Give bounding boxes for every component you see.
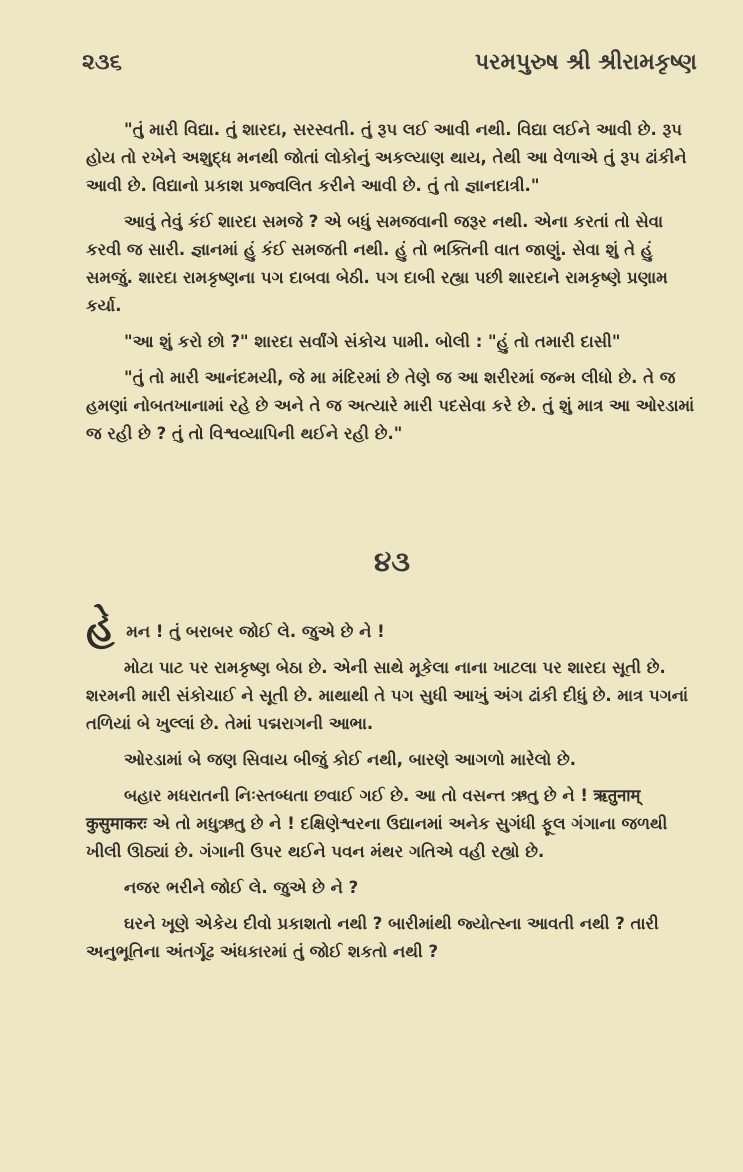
page-number: ૨૩૬ <box>82 50 122 75</box>
drop-cap: હે <box>86 605 115 651</box>
paragraph: બહાર મધરાતની નિઃસ્તબ્ધતા છવાઈ ગઈ છે. આ તો વસન્ત ઋતુ છે ને ! ऋतुनाम् कुसुमाकरः એ તો મધુઋતુ છે ને ! દક્ષિણેશ્વરના ઉદ્યાનમાં અનેક સુગંધી ફૂલ ગંગાના જળથી ખીલી ઊઠ્યાં છે. ગંગાની ઉપર થઈને પવન મંથર ગતિએ વહી રહ્યો છે. <box>86 786 668 861</box>
paragraph: ઘરને ખૂણે એકેય દીવો પ્રકાશતો નથી ? બારીમાંથી જ્યોત્સ્ના આવતી નથી ? તારી અનુભૂતિના અંતર્ગૂઢ અંધકારમાં તું જોઈ શકતો નથી ? <box>86 914 659 961</box>
running-title: પરમપુરુષ શ્રી શ્રીરામકૃષ્ણ <box>474 50 697 75</box>
section-number: ૪૩ <box>373 545 410 578</box>
paragraph: આવું તેવું કંઈ શારદા સમજે ? એ બધું સમજવાની જરૂર નથી. એના કરતાં તો સેવા કરવી જ સારી. જ્ઞાનમાં હું કંઈ સમજતી નથી. હું તો ભક્તિની વાત જાણું. સેવા શું તે હું સમજું. શારદા રામકૃષ્ણના પગ દાબવા બેઠી. પગ દાબી રહ્યા પછી શારદાને રામકૃષ્ણે પ્રણામ કર્યા. <box>86 212 668 315</box>
paragraph: "આ શું કરો છો ?" શારદા સર્વાંગે સંકોચ પામી. બોલી : "હું તો તમારી દાસી" <box>124 332 621 351</box>
paragraph: "તું મારી વિદ્યા. તું શારદા, સરસ્વતી. તું રૂપ લઈ આવી નથી. વિદ્યા લઈને આવી છે. રૂપ હોય તો રખેને અશુદ્ધ મનથી જોતાં લોકોનું અકલ્યાણ થાય, તેથી આ વેળાએ તું રૂપ ઢાંકીને આવી છે. વિદ્યાનો પ્રકાશ પ્રજ્વલિત કરીને આવી છે. તું તો જ્ઞાનદાત્રી." <box>86 120 687 195</box>
paragraph: નજર ભરીને જોઈ લે. જુએ છે ને ? <box>124 878 359 897</box>
opening-line-text: મન ! તું બરાબર જોઈ લે. જુએ છે ને ! <box>120 622 385 641</box>
page-body <box>86 116 698 974</box>
page-header <box>0 50 743 90</box>
paragraph: મોટા પાટ પર રામકૃષ્ણ બેઠા છે. એની સાથે મૂકેલા નાના ખાટલા પર શારદા સૂતી છે. શરમની મારી સંકોચાઈ ને સૂતી છે. માથાથી તે પગ સુધી આખું અંગ ઢાંકી દીધું છે. માત્ર પગનાં તળિયાં બે ખુલ્લાં છે. તેમાં પદ્મરાગની આભા. <box>86 658 689 733</box>
paragraph: ઓરડામાં બે જણ સિવાય બીજું કોઈ નથી, બારણે આગળો મારેલો છે. <box>124 750 577 769</box>
paragraph: "તું તો મારી આનંદમયી, જે મા મંદિરમાં છે તેણે જ આ શરીરમાં જન્મ લીધો છે. તે જ હમણાં નોબતખાનામાં રહે છે અને તે જ અત્યારે મારી પદસેવા કરે છે. તું શું માત્ર આ ઓરડામાં જ રહી છે ? તું તો વિશ્વવ્યાપિની થઈને રહી છે." <box>86 368 695 443</box>
opening-line <box>86 605 698 651</box>
